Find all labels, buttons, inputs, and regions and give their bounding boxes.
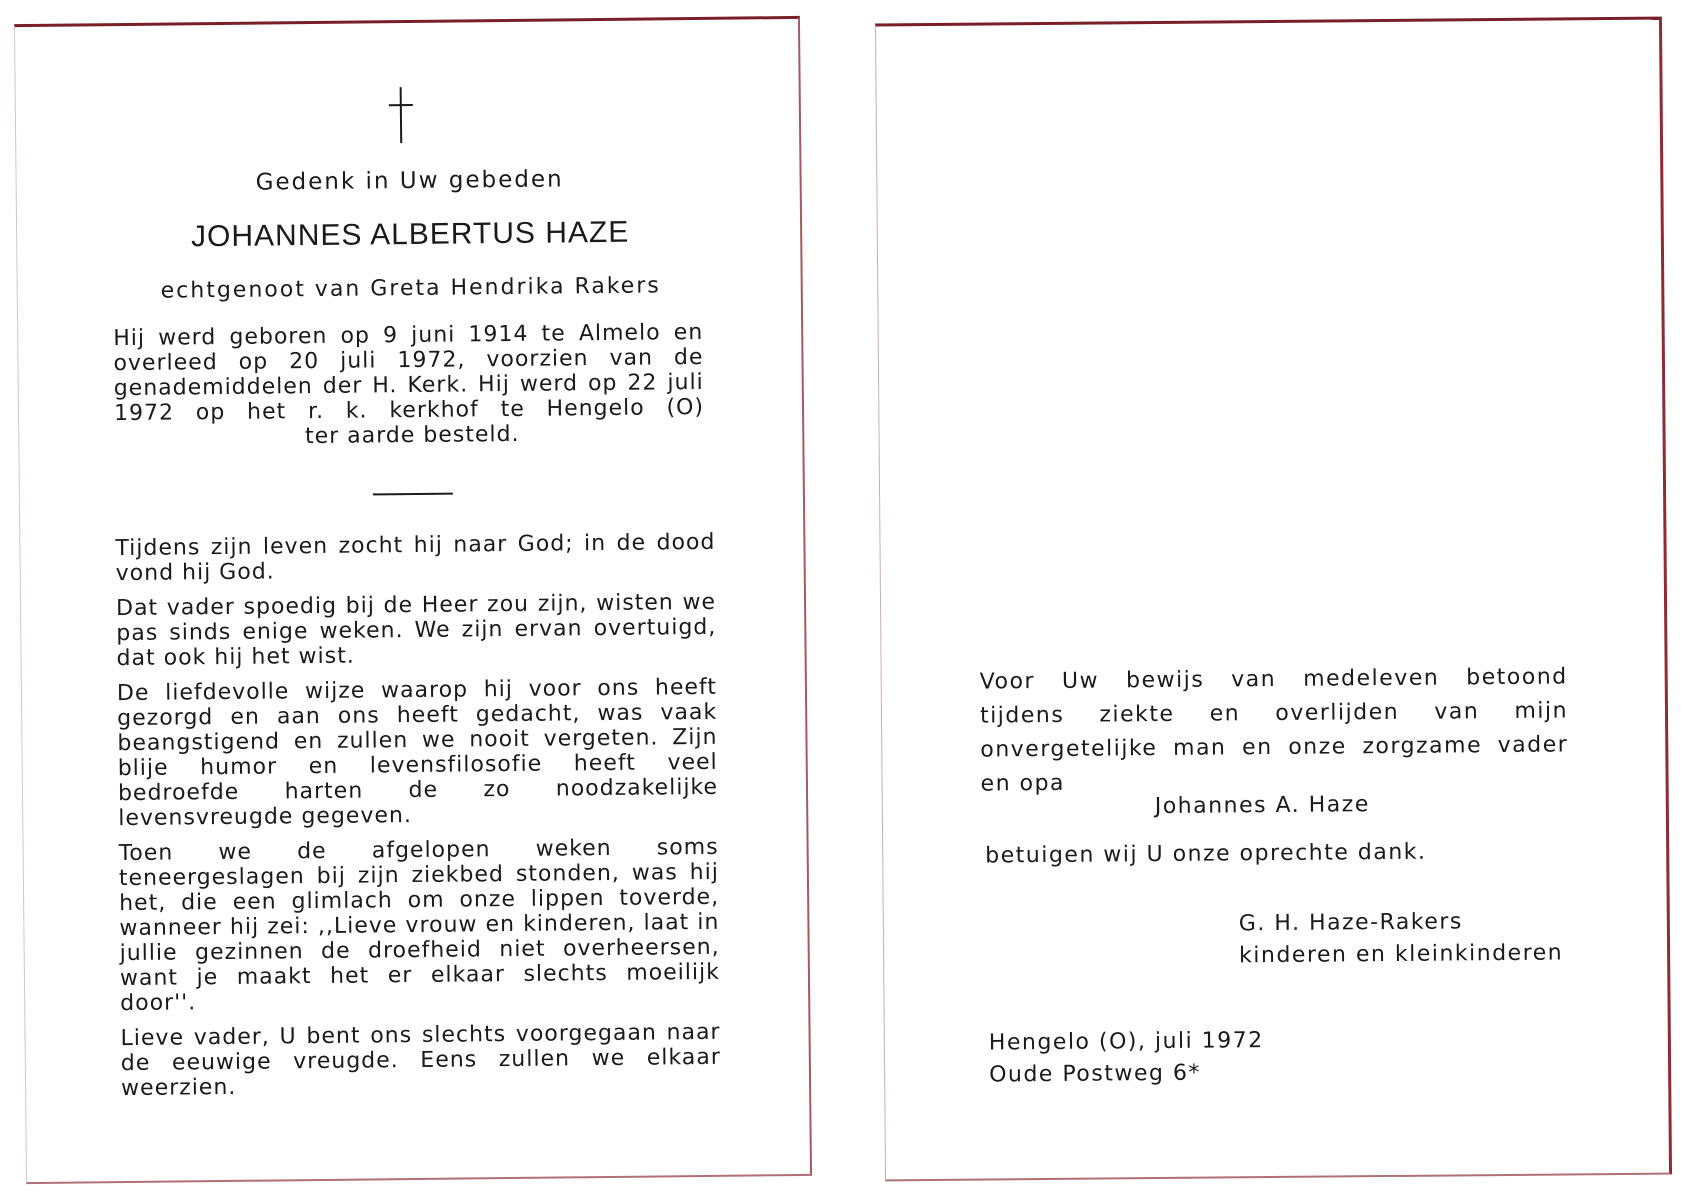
memorial-text	[115, 530, 721, 1111]
burial-line: ter aarde besteld.	[304, 421, 520, 450]
signature-widow: G. H. Haze-Rakers	[1238, 909, 1463, 937]
deceased-short-name: Johannes A. Haze	[1154, 792, 1370, 820]
cross-icon	[386, 85, 417, 145]
memorial-paragraph: Lieve vader, U bent ons slechts voorgegaan naar de eeuwige vreugde. Eens zullen we elkaar weerzien.	[120, 1019, 721, 1102]
memorial-card-front	[14, 16, 812, 1184]
place-date: Hengelo (O), juli 1972	[988, 1028, 1264, 1056]
signature-family: kinderen en kleinkinderen	[1239, 940, 1564, 969]
address: Oude Postweg 6*	[989, 1060, 1202, 1088]
memorial-paragraph: De liefdevolle wijze waarop hij voor ons heeft gezorgd en aan ons heeft gedacht, was vaak beangstigend en zullen we nooit vergeten. Zijn blije humor en levensfilosofie heeft veel bedroefde harten de zo noodzakelijke levensvreugde gegeven.	[116, 674, 719, 832]
prayer-heading: Gedenk in Uw gebeden	[255, 166, 564, 196]
thank-you-card	[875, 17, 1672, 1182]
spouse-line: echtgenoot van Greta Hendrika Rakers	[160, 273, 661, 304]
thanks-line: betuigen wij U onze oprechte dank.	[985, 839, 1427, 869]
deceased-full-name: JOHANNES ALBERTUS HAZE	[190, 215, 630, 254]
birth-death-details: Hij werd geboren op 9 juni 1914 te Almelo en overleed op 20 juli 1972, voorzien van de genademiddelen der H. Kerk. Hij werd op 22 juli 1972 op het r. k. kerkhof te Hengelo (O)	[113, 319, 705, 427]
memorial-paragraph: Dat vader spoedig bij de Heer zou zijn, wisten we pas sinds enige weken. We zijn ervan overtuigd, dat ook hij het wist.	[115, 589, 717, 672]
memorial-paragraph: Tijdens zijn leven zocht hij naar God; in de dood vond hij God.	[115, 529, 716, 587]
thanks-intro: Voor Uw bewijs van medeleven betoond tijdens ziekte en overlijden van mijn onvergetelijke man en onze zorgzame vader en opa	[979, 664, 1569, 797]
memorial-paragraph: Toen we de afgelopen weken soms teneergeslagen bij zijn ziekbed stonden, was hij het, die een glimlach om onze lippen toverde, wanneer hij zei: ,,Lieve vrouw en kinderen, laat in jullie gezinnen de droefheid niet overheersen, want je maakt het er elkaar slechts moeilijk door''.	[118, 834, 721, 1017]
section-divider	[373, 493, 453, 496]
